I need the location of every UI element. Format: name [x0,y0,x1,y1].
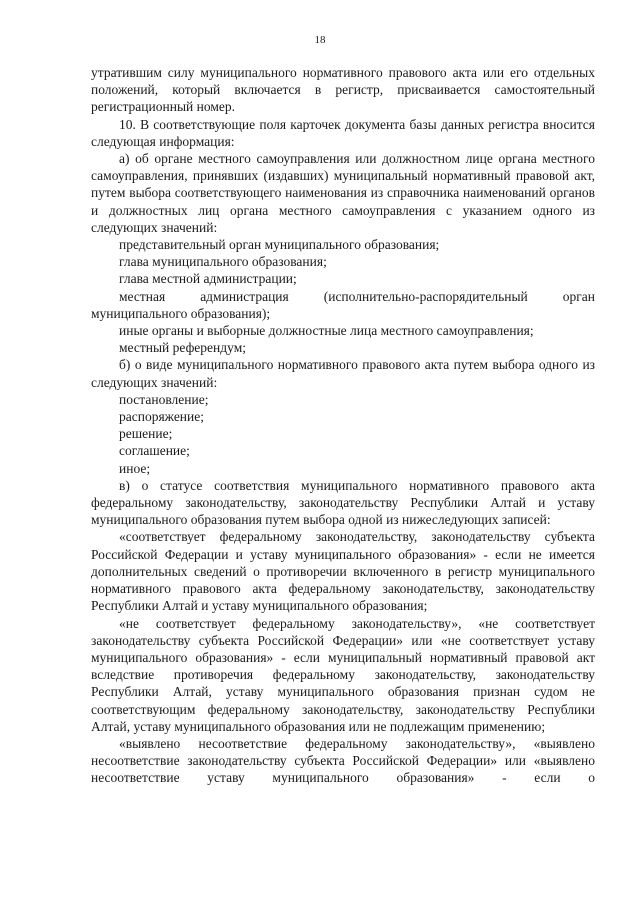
list-item: глава местной администрации; [119,271,297,287]
page-number: 18 [314,34,326,46]
paragraph-status-discrepancy: «выявлено несоответствие федеральному законодательству», «выявлено несоответствие законодательству субъекта Российской Федерации» или «выявлено несоответствие уставу муниципального образования» - если о [91,735,595,786]
list-item: постановление; [119,391,209,407]
paragraph-registration-number: утратившим силу муниципального нормативного правового акта или его отдельных положений, который включается в регистр, присваивается самостоятельный регистрационный номер. [91,65,595,115]
list-item: иное; [119,460,151,476]
list-item: представительный орган муниципального образования; [119,237,440,253]
list-item: иные органы и выборные должностные лица местного самоуправления; [119,323,534,339]
paragraph-status-compliant: «соответствует федеральному законодательству, законодательству субъекта Российской Федерации и уставу муниципального образования» - если не имеется дополнительных сведений о противоречии включенного в регистр муниципального нормативного правового акта федеральному законодательству, законодательству Республики Алтай и уставу муниципального образования; [91,529,595,614]
list-item: распоряжение; [119,409,205,425]
document-body [91,64,595,787]
list-item: соглашение; [119,443,190,459]
list-item: местный референдум; [119,340,247,356]
paragraph-status-noncompliant: «не соответствует федеральному законодательству», «не соответствует законодательству субъекта Российской Федерации» или «не соответствует уставу муниципального образования» - если муниципальный нормативный правовой акт вследствие противоречия федеральному законодательству, законодательству Республики Алтай, уставу муниципального образования признан судом не соответствующим федеральному законодательству, законодательству Республики Алтай, уставу муниципального образования или не подлежащим применению; [91,615,595,734]
paragraph-item-10: 10. В соответствующие поля карточек документа базы данных регистра вносится следующая информация: [91,116,595,149]
list-item: решение; [119,426,173,442]
paragraph-subitem-b: б) о виде муниципального нормативного правового акта путем выбора одного из следующих значений: [91,357,595,390]
list-item: местная администрация (исполнительно-распорядительный орган муниципального образования); [91,288,595,321]
paragraph-subitem-v: в) о статусе соответствия муниципального нормативного правового акта федеральному законодательству, законодательству Республики Алтай и уставу муниципального образования путем выбора одной из нижеследующих записей: [91,477,595,528]
paragraph-subitem-a: а) об органе местного самоуправления или должностном лице органа местного самоуправления, принявших (издавших) муниципальный нормативный правовой акт, путем выбора соответствующего наименования из справочника наименований органов и должностных лиц органа местного самоуправления с указанием одного из следующих значений: [91,151,595,235]
list-item: глава муниципального образования; [119,254,327,270]
